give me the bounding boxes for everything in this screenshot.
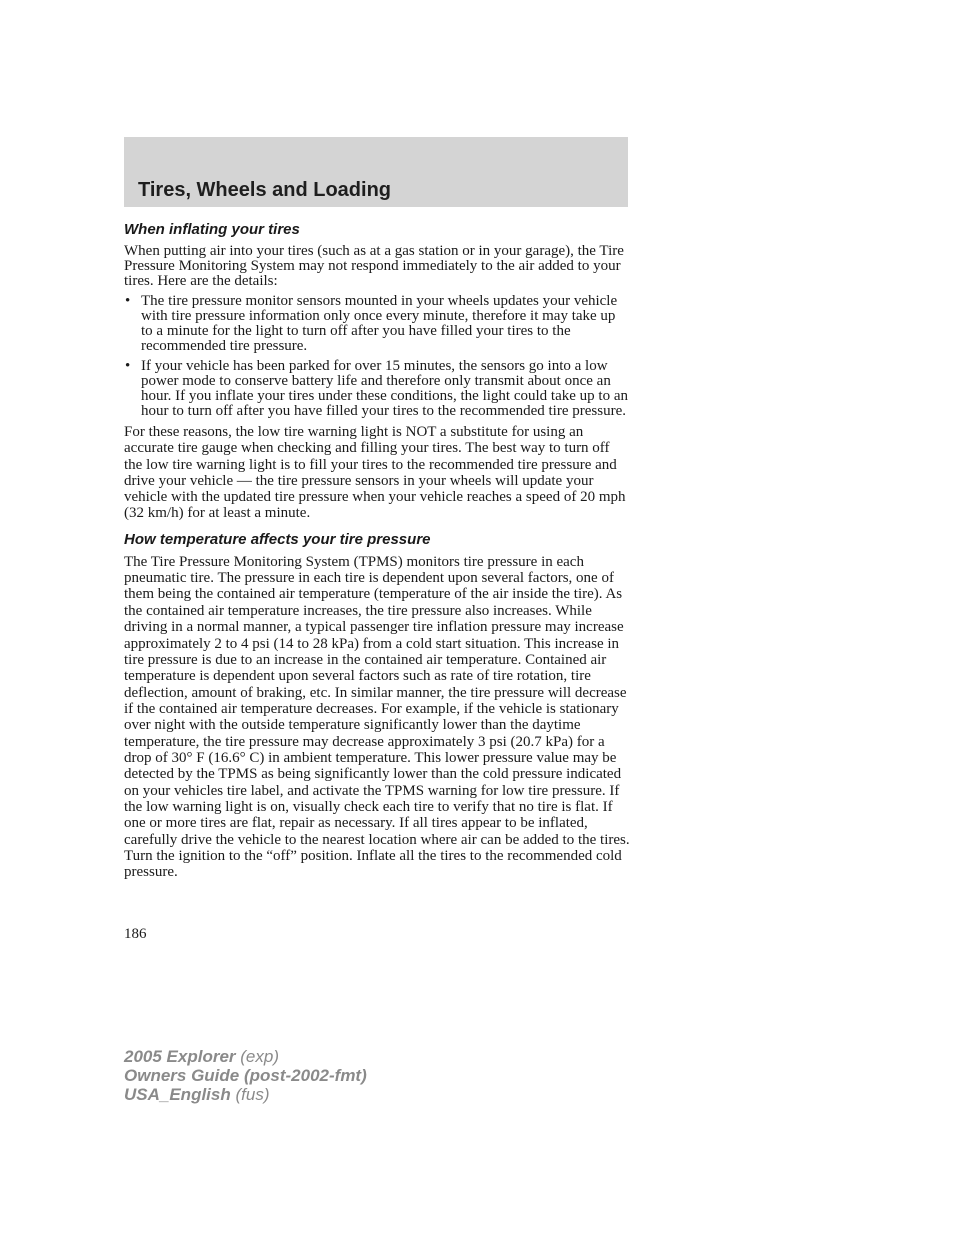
page-number: 186 [124,926,147,942]
bullet-text: If your vehicle has been parked for over 15 minutes, the sensors go into a low power mode to conserve battery life and therefore only transmit about once an hour. If you inflate your tires under these conditions, the light could take up to an hour to turn off after you have filled your tires to the recommended tire pressure. [141,358,628,419]
footer-language-name: USA_English [124,1085,231,1104]
inflating-closing-paragraph: For these reasons, the low tire warning light is NOT a substitute for using an accurate tire gauge when checking and filling your tires. The best way to turn off the low tire warning light is to fill your tires to the recommended tire pressure and drive your vehicle — the tire pressure sensors in your wheels will update your vehicle with the updated tire pressure when your vehicle reaches a speed of 20 mph (32 km/h) for at least a minute. [124,424,626,522]
bullet-text: The tire pressure monitor sensors mounted in your wheels updates your vehicle with tire pressure information only once every minute, therefore it may take up to a minute for the light to turn off after you have filled your tires to the recommended tire pressure. [141,293,618,354]
list-item [124,359,630,419]
list-item [124,294,630,354]
footer-language-line [124,1085,367,1104]
bullet-icon: • [125,358,131,374]
footer-model-line [124,1047,367,1066]
inflating-bullet-list [124,294,630,419]
footer-model-name: 2005 Explorer [124,1047,236,1066]
footer-guide-line [124,1066,367,1085]
page-content [124,220,630,881]
temperature-paragraph: The Tire Pressure Monitoring System (TPMS) monitors tire pressure in each pneumatic tire. The pressure in each tire is dependent upon several factors, one of them being the contained air temperature (temperature of the air inside the tire). As the contained air temperature increases, the tire pressure also increases. While driving in a normal manner, a typical passenger tire inflation pressure may increase approximately 2 to 4 psi (14 to 28 kPa) from a cold start situation. This increase in tire pressure is due to an increase in the contained air temperature. Contained air temperature is dependent upon several factors such as rate of tire rotation, tire deflection, amount of braking, etc. In similar manner, the tire pressure will decrease if the contained air temperature decreases. For example, if the vehicle is stationary over night with the outside temperature significantly lower than the daytime temperature, the tire pressure may decrease approximately 3 psi (20.7 kPa) for a drop of 30° F (16.6° C) in ambient temperature. This lower pressure value may be detected by the TPMS as being significantly lower than the cold pressure indicated on your vehicles tire label, and activate the TPMS warning for low tire pressure. If the low warning light is on, visually check each tire to verify that no tire is flat. If one or more tires are flat, repair as necessary. If all tires appear to be inflated, carefully drive the vehicle to the nearest location where air can be added to the tires. Turn the ignition to the “off” position. Inflate all the tires to the recommended cold pressure. [124,553,630,881]
footer-language-code: (fus) [235,1085,270,1104]
footer-model-code: (exp) [240,1047,279,1066]
section-title: Tires, Wheels and Loading [138,179,392,201]
bullet-icon: • [125,293,131,309]
subheading-inflating: When inflating your tires [124,221,300,238]
subheading-temperature: How temperature affects your tire pressure [124,530,431,548]
document-footer [124,1047,367,1104]
footer-guide-name: Owners Guide (post-2002-fmt) [124,1066,367,1085]
inflating-intro-paragraph: When putting air into your tires (such as at a gas station or in your garage), the Tire Pressure Monitoring System may not respond immediately to the air added to your tires. Here are the details: [124,243,624,289]
